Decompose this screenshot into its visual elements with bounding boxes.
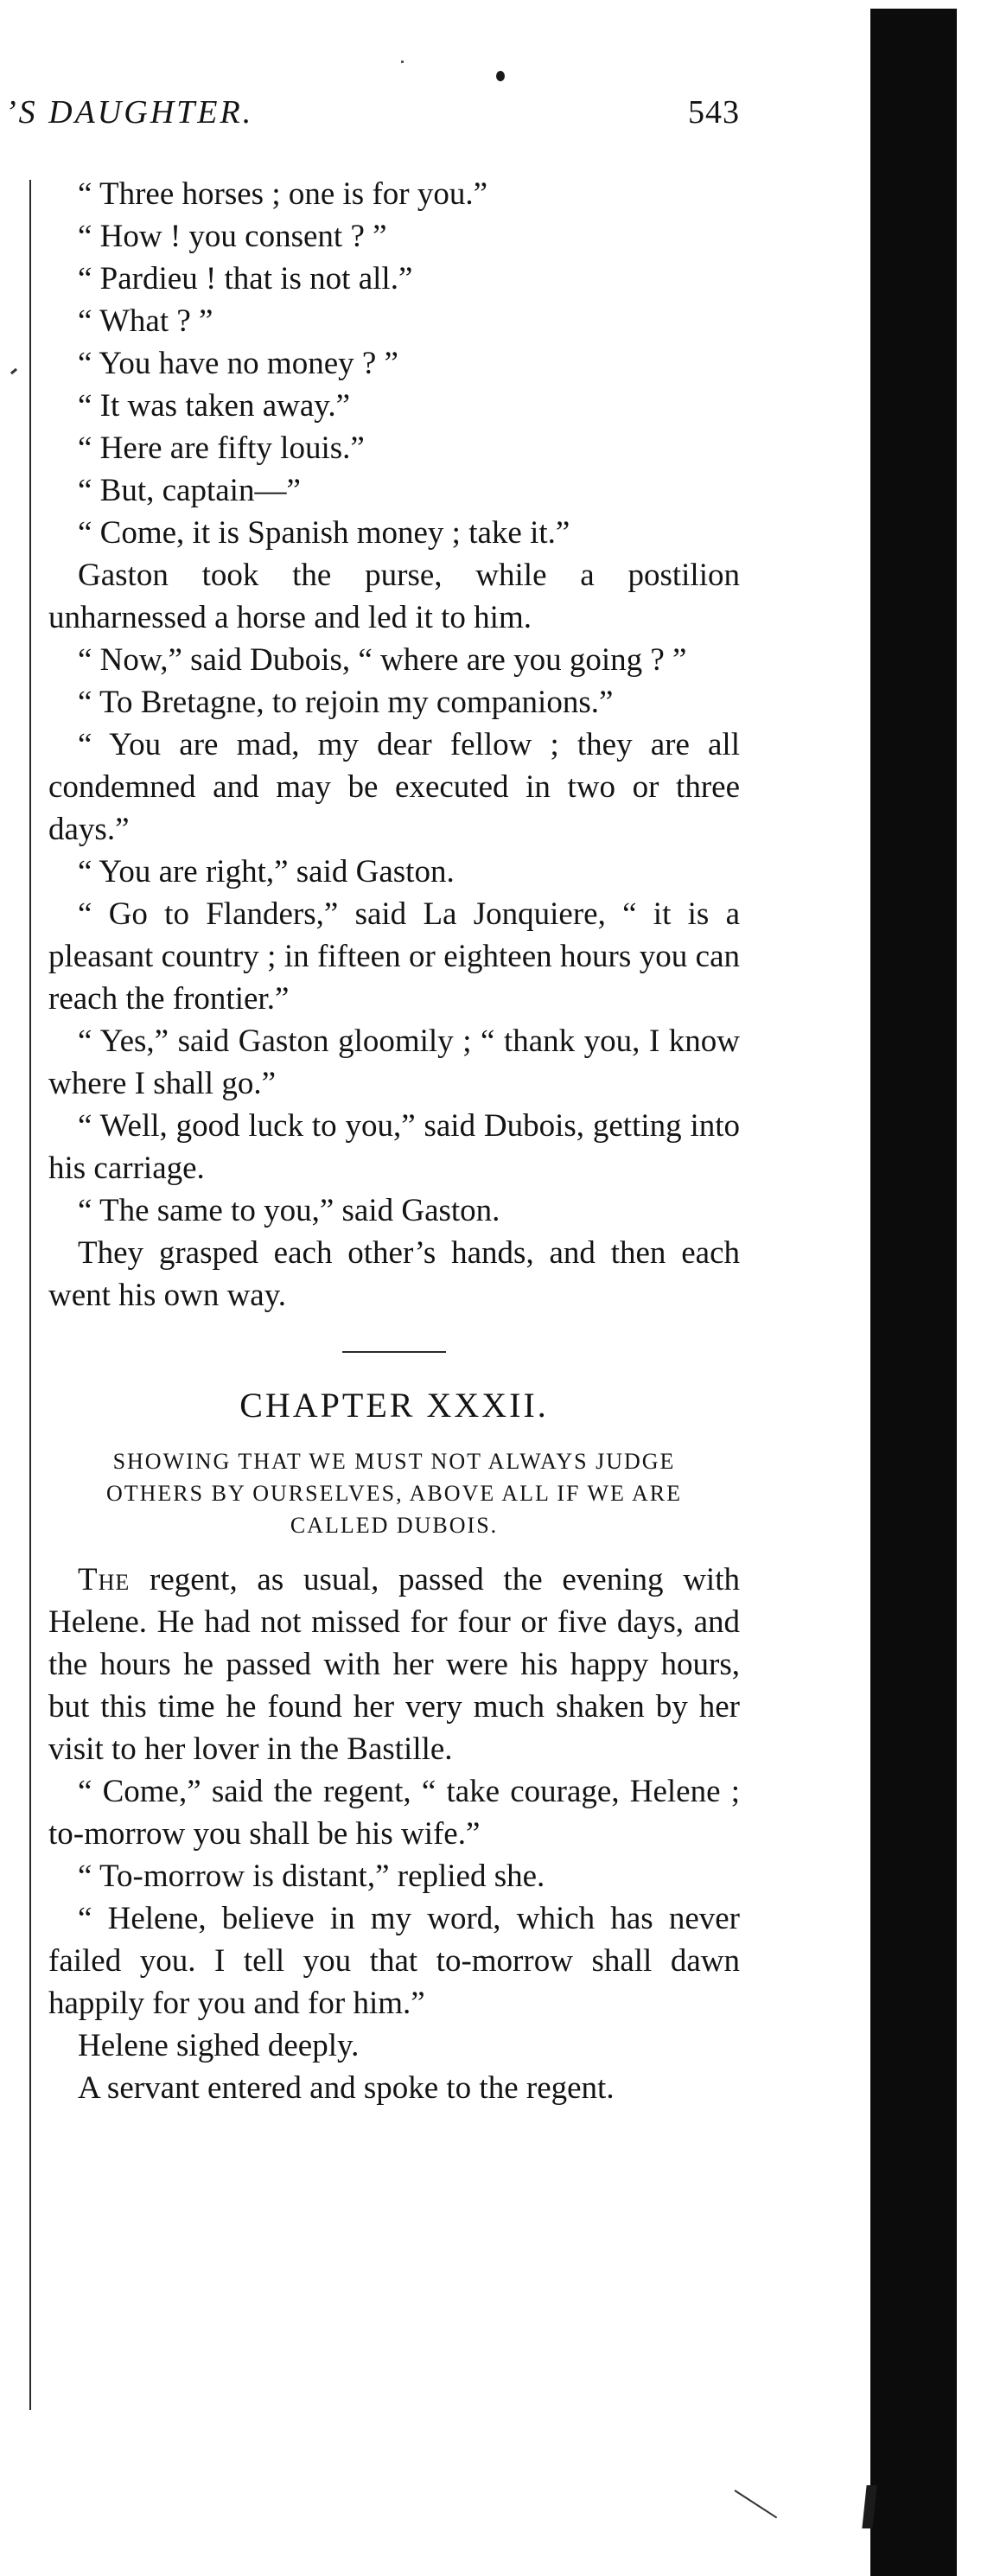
gutter-rule [29,180,31,2410]
text-column [48,173,740,2109]
chapter-divider [342,1351,446,1353]
chapter-title: CHAPTER XXXII. [239,1386,549,1425]
paragraph: “ You are right,” said Gaston. [78,854,455,889]
paragraph: “ But, captain—” [78,473,301,508]
paragraph: “ It was taken away.” [78,388,351,424]
running-header [5,93,740,131]
paragraph: “ Here are fifty louis.” [78,430,365,466]
paragraph: “ To-morrow is distant,” replied she. [78,1859,545,1894]
paragraph: “ Pardieu ! that is not all.” [78,261,413,296]
opening-word: The [78,1562,131,1597]
paragraph: “ How ! you consent ? ” [78,219,387,254]
paragraph: “ Come,” said the regent, “ take courage, Helene ; to-morrow you shall be his wife.” [48,1774,740,1852]
paragraph: “ Go to Flanders,” said La Jonquiere, “ it is a pleasant country ; in fifteen or eighteen hours you can reach the frontier.” [48,896,740,1017]
paragraph: “ Yes,” said Gaston gloomily ; “ thank you, I know where I shall go.” [48,1023,740,1101]
scan-border [870,9,957,2576]
paragraph: “ What ? ” [78,303,213,339]
paragraph: “ You are mad, my dear fellow ; they are all condemned and may be executed in two or three days.” [48,727,740,847]
paragraph: “ To Bretagne, to rejoin my companions.” [78,685,614,720]
paragraph: “ The same to you,” said Gaston. [78,1193,500,1228]
paragraph: They grasped each other’s hands, and then each went his own way. [48,1235,740,1313]
paragraph: “ Three horses ; one is for you.” [78,176,488,212]
running-title: ’S DAUGHTER. [5,94,254,131]
chapter-subtitle: SHOWING THAT WE MUST NOT ALWAYS JUDGE OTHERS BY OURSELVES, ABOVE ALL IF WE ARE CALLED DUBOIS. [105,1449,682,1538]
paragraph: “ Come, it is Spanish money ; take it.” [78,515,570,551]
paragraph: Helene sighed deeply. [78,2028,360,2063]
chapter-opening-paragraph [48,1559,740,1770]
scan-speck [401,61,404,63]
page-number: 543 [688,94,740,131]
paragraph: “ You have no money ? ” [78,346,398,381]
scan-stroke [734,2490,777,2518]
paragraph: A servant entered and spoke to the regent. [78,2070,615,2106]
paragraph: “ Well, good luck to you,” said Dubois, getting into his carriage. [48,1108,740,1186]
opening-text: regent, as usual, passed the evening with Helene. He had not missed for four or five days, and the hours he passed with her were his happy hours, but this time he found her very much shaken by her visit to her lover in the Bastille. [48,1562,740,1767]
paragraph: “ Now,” said Dubois, “ where are you going ? ” [78,642,687,678]
paragraph: “ Helene, believe in my word, which has never failed you. I tell you that to-morrow shall dawn happily for you and for him.” [48,1901,740,2021]
paragraph: Gaston took the purse, while a postilion unharnessed a horse and led it to him. [48,558,740,635]
ink-blot [496,71,505,81]
margin-mark [10,368,17,374]
